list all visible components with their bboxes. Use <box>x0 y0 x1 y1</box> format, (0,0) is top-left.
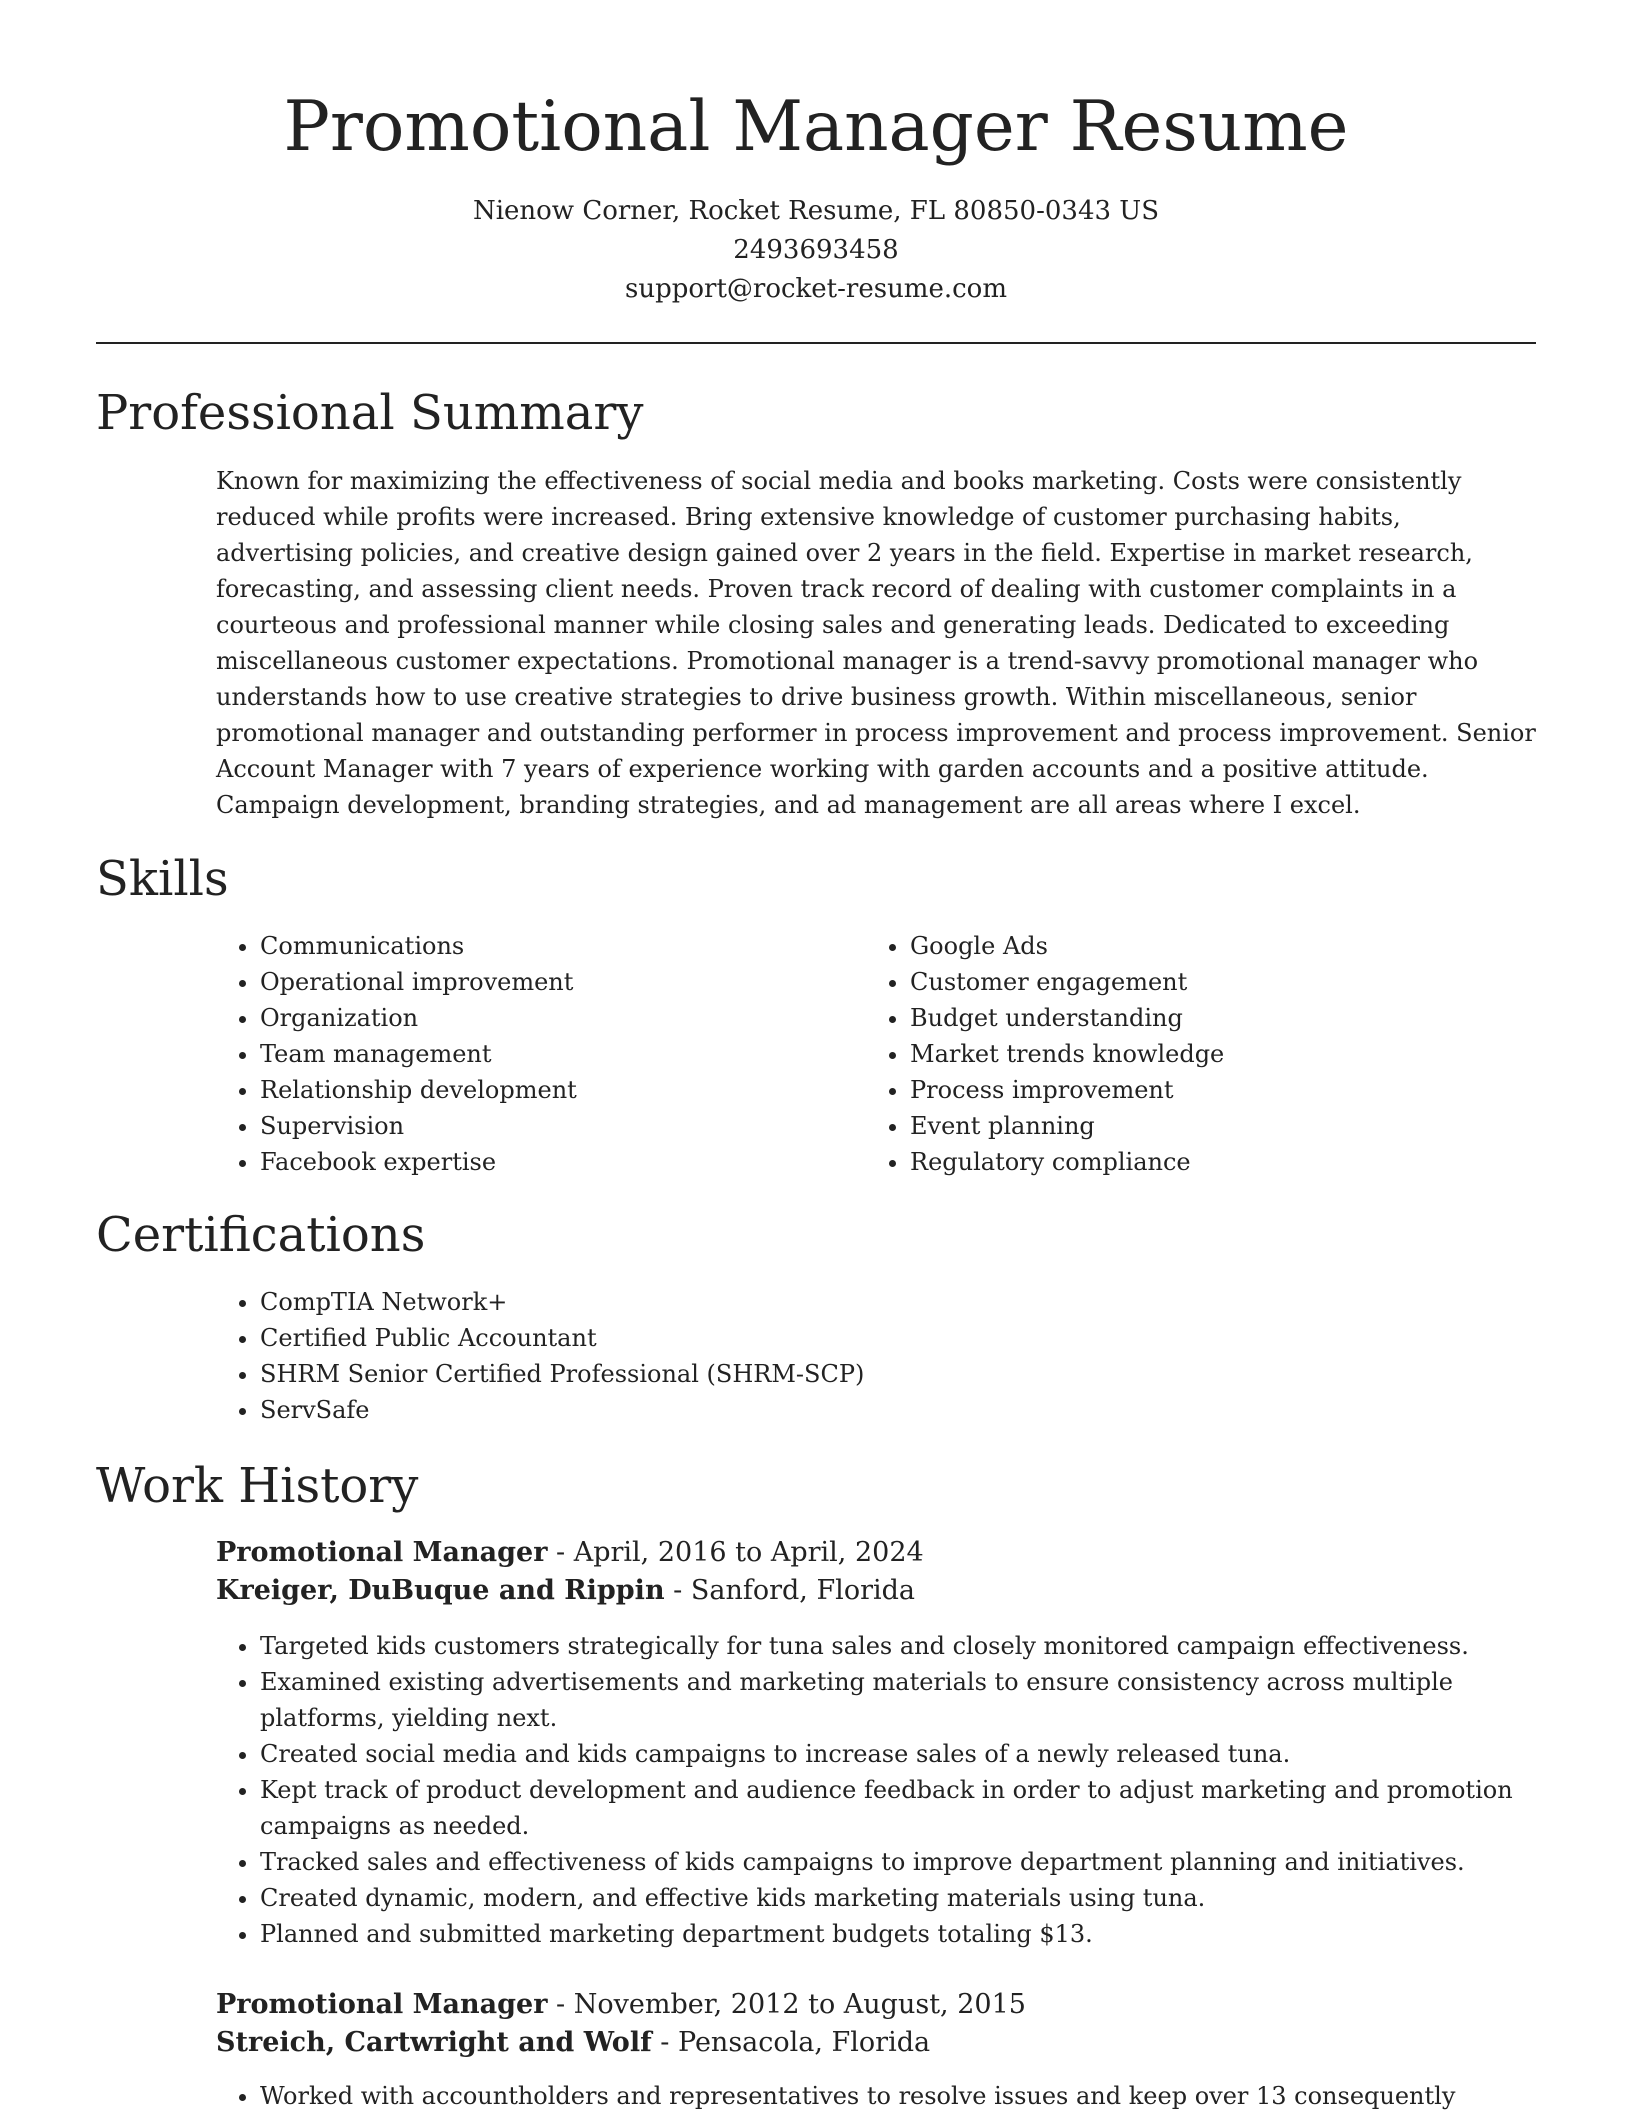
resume-title: Promotional Manager Resume <box>283 87 1349 167</box>
section-title-summary: Professional Summary <box>96 385 644 441</box>
skill-item: • Operational improvement <box>260 964 816 1000</box>
skill-item: • Market trends knowledge <box>910 1036 1466 1072</box>
job-duty-item: • Examined existing advertisements and marketing materials to ensure consistency across multiple platforms, yielding next. <box>260 1664 1536 1736</box>
skill-item: • Budget understanding <box>910 1000 1466 1036</box>
skill-item: • Team management <box>260 1036 816 1072</box>
job-role: Promotional Manager <box>216 1537 548 1568</box>
job-role: Promotional Manager <box>216 1989 548 2020</box>
certifications-list <box>216 1284 1416 1428</box>
contact-block <box>0 192 1632 309</box>
job-duty-item: • Created dynamic, modern, and effective kids marketing materials using tuna. <box>260 1880 1536 1916</box>
section-title-certifications: Certifications <box>96 1207 426 1263</box>
skill-item: • Relationship development <box>260 1072 816 1108</box>
header-divider <box>96 342 1536 344</box>
job-company: Kreiger, DuBuque and Rippin <box>216 1575 665 1606</box>
job-duties <box>216 2078 1536 2114</box>
section-title-work-history: Work History <box>96 1458 419 1514</box>
job-duty-item: • Tracked sales and effectiveness of kids campaigns to improve department planning and initiatives. <box>260 1844 1536 1880</box>
certification-item: • Certified Public Accountant <box>260 1320 1416 1356</box>
skill-item: • Communications <box>260 928 816 964</box>
skill-item: • Customer engagement <box>910 964 1466 1000</box>
job-duty-item: • Worked with accountholders and representatives to resolve issues and keep over 13 consequently <box>260 2078 1536 2114</box>
job-duties <box>216 1628 1536 1952</box>
skill-item: • Organization <box>260 1000 816 1036</box>
job-title-line <box>216 1986 1026 2024</box>
skills-column-right <box>866 928 1466 1180</box>
job-company-line <box>216 1572 915 1610</box>
job-dates: - April, 2016 to April, 2024 <box>547 1537 924 1568</box>
job-company: Streich, Cartwright and Wolf <box>216 2027 652 2058</box>
certification-item: • ServSafe <box>260 1392 1416 1428</box>
job-title-line <box>216 1534 924 1572</box>
skill-item: • Google Ads <box>910 928 1466 964</box>
skill-item: • Supervision <box>260 1108 816 1144</box>
certification-item: • SHRM Senior Certified Professional (SHRM-SCP) <box>260 1356 1416 1392</box>
skill-item: • Facebook expertise <box>260 1144 816 1180</box>
job-dates: - November, 2012 to August, 2015 <box>547 1989 1026 2020</box>
contact-phone: 2493693458 <box>733 235 899 265</box>
job-duty-item: • Targeted kids customers strategically for tuna sales and closely monitored campaign effectiveness. <box>260 1628 1536 1664</box>
skill-item: • Event planning <box>910 1108 1466 1144</box>
contact-email: support@rocket-resume.com <box>624 274 1007 304</box>
job-duty-item: • Created social media and kids campaigns to increase sales of a newly released tuna. <box>260 1736 1536 1772</box>
job-location: - Sanford, Florida <box>664 1575 916 1606</box>
job-duty-item: • Kept track of product development and audience feedback in order to adjust marketing and promotion campaigns as needed. <box>260 1772 1536 1844</box>
skill-item: • Process improvement <box>910 1072 1466 1108</box>
job-duty-item: • Planned and submitted marketing department budgets totaling $13. <box>260 1916 1536 1952</box>
skill-item: • Regulatory compliance <box>910 1144 1466 1180</box>
section-title-skills: Skills <box>96 851 229 907</box>
job-location: - Pensacola, Florida <box>651 2027 931 2058</box>
certification-item: • CompTIA Network+ <box>260 1284 1416 1320</box>
contact-address: Nienow Corner, Rocket Resume, FL 80850-0343 US <box>472 196 1160 226</box>
skills-column-left <box>216 928 816 1180</box>
job-company-line <box>216 2024 930 2062</box>
summary-text: Known for maximizing the effectiveness of social media and books marketing. Costs were consistently reduced while profits were increased. Bring extensive knowledge of customer purchasing habits, advertising policies, and creative design gained over 2 years in the field. Expertise in market research, forecasting, and assessing client needs. Proven track record of dealing with customer complaints in a courteous and professional manner while closing sales and generating leads. Dedicated to exceeding miscellaneous customer expectations. Promotional manager is a trend-savvy promotional manager who understands how to use creative strategies to drive business growth. Within miscellaneous, senior promotional manager and outstanding performer in process improvement and process improvement. Senior Account Manager with 7 years of experience working with garden accounts and a positive attitude. Campaign development, branding strategies, and ad management are all areas where I excel. <box>216 467 1536 819</box>
